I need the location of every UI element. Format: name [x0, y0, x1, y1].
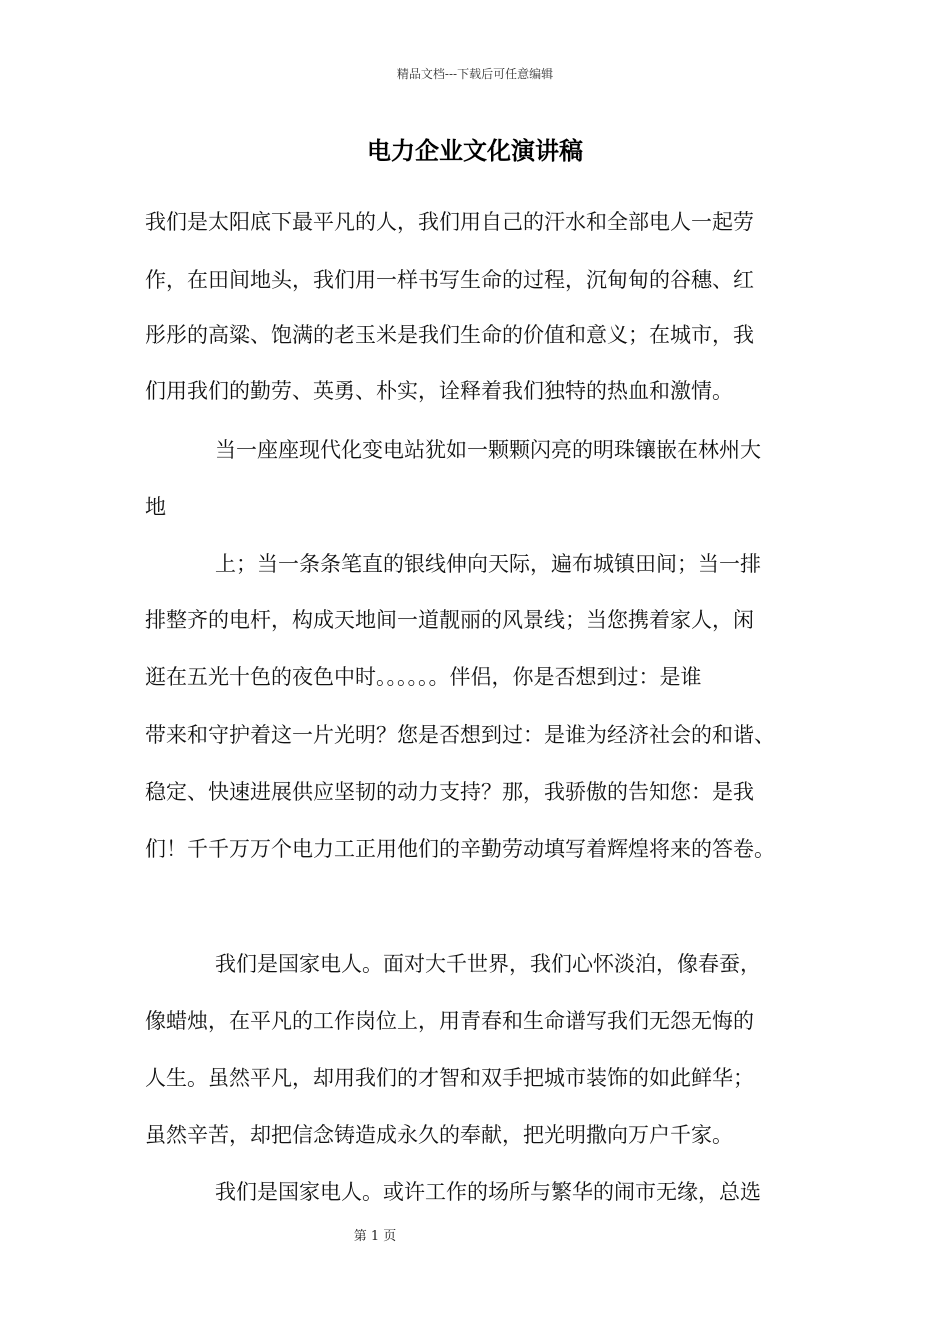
paragraph-line: 逛在五光十色的夜色中时。。。。。。伴侣，你是否想到过：是谁 [145, 665, 702, 689]
paragraph-line: 们用我们的勤劳、英勇、朴实，诠释着我们独特的热血和激情。 [145, 379, 733, 403]
document-title: 电力企业文化演讲稿 [367, 136, 583, 165]
paragraph-line: 带来和守护着这一片光明？您是否想到过：是谁为经济社会的和谐、 [145, 723, 775, 747]
paragraph-line: 们！千千万万个电力工正用他们的辛勤劳动填写着辉煌将来的答卷。 [145, 837, 775, 861]
paragraph-line: 作，在田间地头，我们用一样书写生命的过程，沉甸甸的谷穗、红 [145, 268, 754, 292]
paragraph-line: 我们是太阳底下最平凡的人，我们用自己的汗水和全部电人一起劳 [145, 210, 754, 234]
page-header: 精品文档---下载后可任意编辑 [396, 67, 554, 81]
paragraph-line: 地 [145, 495, 166, 519]
paragraph-line: 稳定、快速进展供应坚韧的动力支持？那，我骄傲的告知您：是我 [145, 780, 754, 804]
paragraph-line: 虽然辛苦，却把信念铸造成永久的奉献，把光明撒向万户千家。 [145, 1123, 733, 1147]
page-number: 第 1 页 [353, 1229, 397, 1244]
paragraph-line: 我们是国家电人。面对大千世界，我们心怀淡泊，像春蚕， [215, 952, 761, 976]
paragraph-line: 人生。虽然平凡，却用我们的才智和双手把城市装饰的如此鲜华； [145, 1066, 754, 1090]
paragraph-line: 当一座座现代化变电站犹如一颗颗闪亮的明珠镶嵌在林州大 [215, 438, 761, 462]
paragraph-line: 像蜡烛，在平凡的工作岗位上，用青春和生命谱写我们无怨无悔的 [145, 1009, 754, 1033]
paragraph-line: 我们是国家电人。或许工作的场所与繁华的闹市无缘，总选 [215, 1180, 761, 1204]
paragraph-line: 排整齐的电杆，构成天地间一道靓丽的风景线；当您携着家人，闲 [145, 608, 754, 632]
paragraph-line: 彤彤的高粱、饱满的老玉米是我们生命的价值和意义；在城市，我 [145, 323, 754, 347]
paragraph-line: 上；当一条条笔直的银线伸向天际，遍布城镇田间；当一排 [215, 552, 761, 576]
